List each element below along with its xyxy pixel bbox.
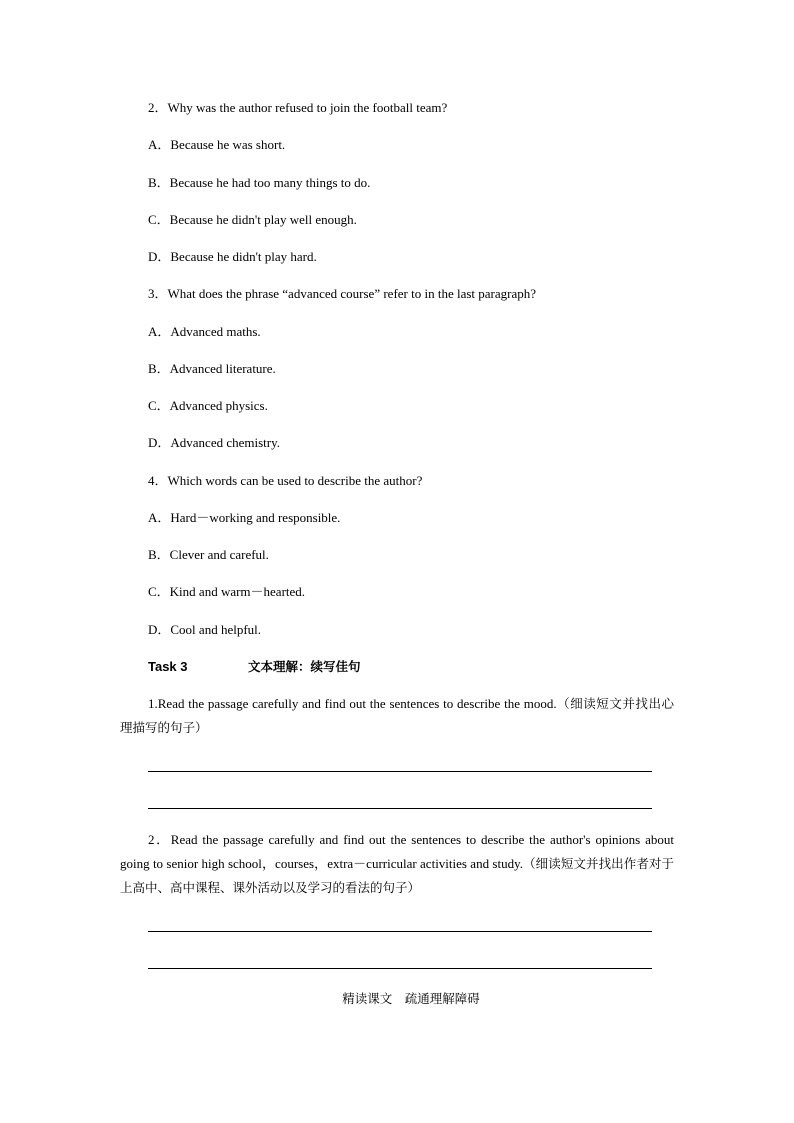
answer-line-1[interactable]	[148, 771, 652, 772]
task-3-description: 文本理解：续写佳句	[248, 659, 361, 674]
question-4-option-b: B．Clever and careful.	[148, 547, 269, 562]
answer-line-4[interactable]	[148, 968, 652, 969]
task-3-item-2-english: 2．Read the passage carefully and find out the sentences to describe the author's opinions about going to senior high school，courses，extra－curricular activities and study.	[120, 832, 674, 871]
task-3-item-2	[120, 828, 674, 900]
question-4-option-d: D．Cool and helpful.	[148, 622, 262, 637]
question-2-option-b: B．Because he had too many things to do.	[148, 175, 371, 190]
question-2-option-d: D．Because he didn't play hard.	[148, 249, 317, 264]
question-3-option-a: A．Advanced maths.	[148, 324, 261, 339]
question-2-option-a: A．Because he was short.	[148, 137, 286, 152]
question-4-option-a: A．Hard－working and responsible.	[148, 510, 341, 525]
question-3-option-b: B．Advanced literature.	[148, 361, 276, 376]
question-2-option-c: C．Because he didn't play well enough.	[148, 212, 357, 227]
section-title: 精读课文 疏通理解障碍	[342, 991, 480, 1006]
question-4-option-c: C．Kind and warm－hearted.	[148, 584, 306, 599]
task-3-heading	[148, 659, 361, 675]
question-4-stem: 4．Which words can be used to describe the author?	[148, 473, 423, 488]
question-3-option-d: D．Advanced chemistry.	[148, 435, 281, 450]
answer-line-2[interactable]	[148, 808, 652, 809]
task-3-item-1	[120, 692, 674, 740]
question-3-stem: 3．What does the phrase “advanced course” refer to in the last paragraph?	[148, 286, 537, 301]
answer-line-3[interactable]	[148, 931, 652, 932]
task-3-label: Task 3	[148, 659, 188, 674]
task-3-item-2-chinese: （细读短文并找出作者对于上高中、高中课程、课外活动以及学习的看法的句子）	[120, 856, 674, 895]
question-2-stem: 2．Why was the author refused to join the football team?	[148, 100, 448, 115]
task-3-item-1-english: 1.Read the passage carefully and find out the sentences to describe the mood.	[148, 696, 557, 711]
question-3-option-c: C．Advanced physics.	[148, 398, 268, 413]
task-3-item-1-chinese: （细读短文并找出心理描写的句子）	[120, 696, 674, 735]
